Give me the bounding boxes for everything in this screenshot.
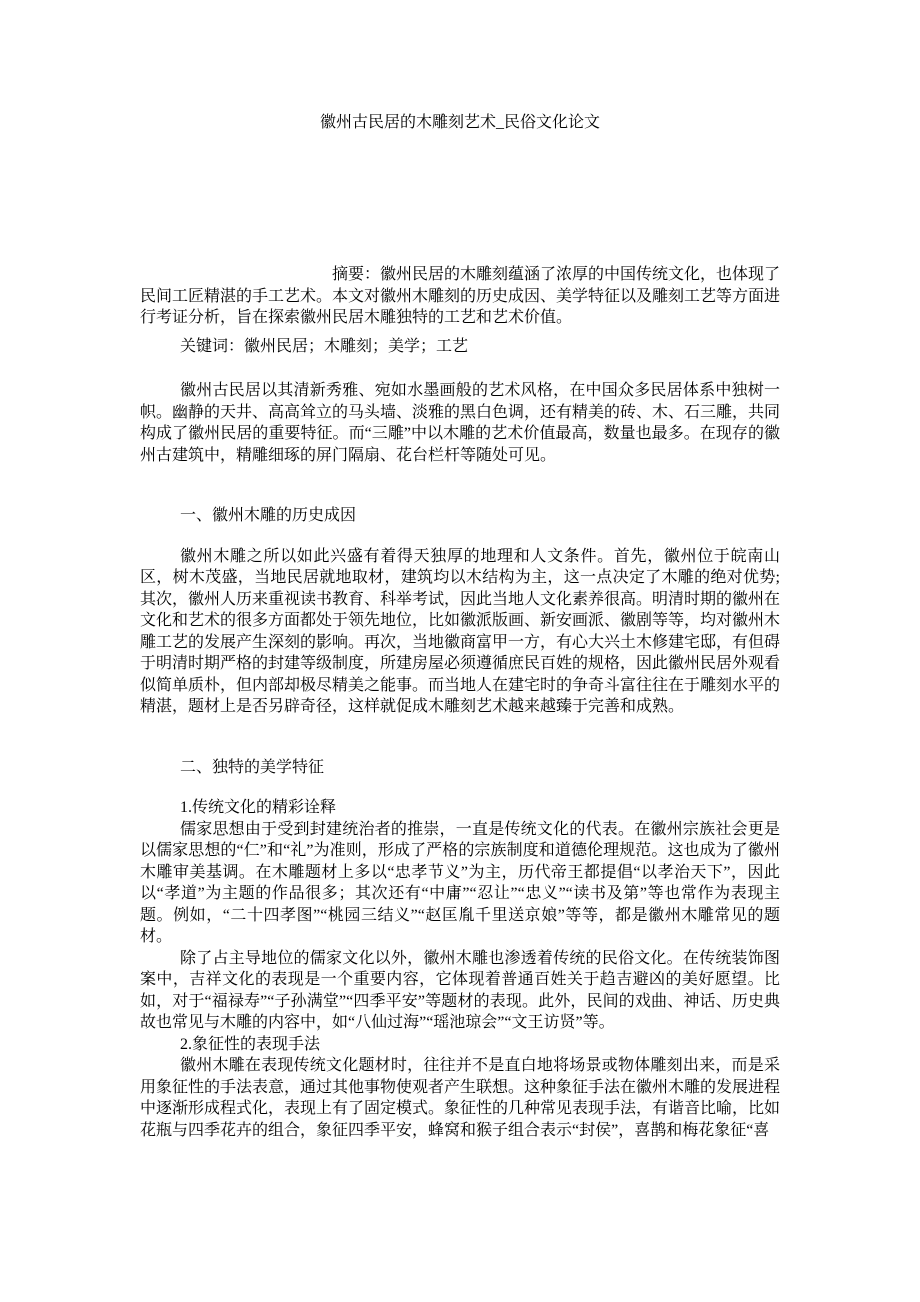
document-title: 徽州古民居的木雕刻艺术_民俗文化论文 — [319, 114, 600, 131]
body-paragraph-history: 徽州木雕之所以如此兴盛有着得天独厚的地理和人文条件。首先，徽州位于皖南山区，树木茂盛，当地民居就地取材，建筑均以木结构为主，这一点决定了木雕的绝对优势; 其次，徽州人历来重视读书教育、科举考试，因此当地人文化素养很高。明清时期的徽州在文化和艺术的很多方面都处于领先地位，比如徽派版画、新安画派、徽剧等等，均对徽州木雕工艺的发展产生深刻的影响。再次，当地徽商富甲一方，有心大兴土木修建宅邸，有但碍于明清时期严格的封建等级制度，所建房屋必须遵循庶民百姓的规格，因此徽州民居外观看似简单质朴，但内部却极尽精美之能事。而当地人在建宅时的争奇斗富往往在于雕刻水平的精湛，题材上是否另辟奇径，这样就促成木雕刻艺术越来越臻于完善和成熟。 — [140, 547, 781, 715]
abstract-paragraph: 摘要：徽州民居的木雕刻蕴涵了浓厚的中国传统文化，也体现了民间工匠精湛的手工艺术。本文对徽州木雕刻的历史成因、美学特征以及雕刻工艺等方面进行考证分析，旨在探索徽州民居木雕独特的工艺和艺术价值。 — [140, 266, 781, 326]
keywords-line: 关键词：徽州民居；木雕刻；美学；工艺 — [180, 337, 469, 355]
body-paragraph-symbolism: 徽州木雕在表现传统文化题材时，往往并不是直白地将场景或物体雕刻出来，而是采用象征性的手法表意，通过其他事物使观者产生联想。这种象征手法在徽州木雕的发展进程中逐渐形成程式化，表现上有了固定模式。象征性的几种常见表现手法，有谐音比喻，比如花瓶与四季花卉的组合，象征四季平安，蜂窝和猴子组合表示“封侯”，喜鹊和梅花象征“喜 — [140, 1057, 781, 1139]
body-paragraph-folk-culture: 除了占主导地位的儒家文化以外，徽州木雕也渗透着传统的民俗文化。在传统装饰图案中，吉祥文化的表现是一个重要内容，它体现着普通百姓关于趋吉避凶的美好愿望。比如，对于“福禄寿”“子孙满堂”“四季平安”等题材的表现。此外，民间的戏曲、神话、历史典故也常见与木雕的内容中，如“八仙过海”“瑶池琼会”“文王访贤”等。 — [140, 949, 780, 1031]
body-paragraph-intro: 徽州古民居以其清新秀雅、宛如水墨画般的艺术风格，在中国众多民居体系中独树一帜。幽静的天井、高高耸立的马头墙、淡雅的黑白色调，还有精美的砖、木、石三雕，共同构成了徽州民居的重要特征。而“三雕”中以木雕的艺术价值最高，数量也最多。在现存的徽州古建筑中，精雕细琢的屏门隔扇、花台栏杆等随处可见。 — [140, 382, 781, 464]
section-heading-history: 一、徽州木雕的历史成因 — [180, 507, 357, 524]
body-paragraph-confucian: 儒家思想由于受到封建统治者的推崇，一直是传统文化的代表。在徽州宗族社会更是以儒家思想的“仁”和“礼”为准则，形成了严格的宗族制度和道德伦理规范。这也成为了徽州木雕审美基调。在木雕题材上多以“忠孝节义”为主，历代帝王都提倡“以孝治天下”，因此以“孝道”为主题的作品很多；其次还有“中庸”“忍让”“忠义”“读书及第”等也常作为表现主题。例如，“二十四孝图”“桃园三结义”“赵匡胤千里送京娘”等等，都是徽州木雕常见的题材。 — [140, 820, 780, 945]
section-heading-aesthetics: 二、独特的美学特征 — [180, 758, 325, 776]
sub-heading-traditional-culture: 1.传统文化的精彩诠释 — [180, 799, 337, 816]
sub-heading-symbolism: 2.象征性的表现手法 — [180, 1035, 321, 1053]
